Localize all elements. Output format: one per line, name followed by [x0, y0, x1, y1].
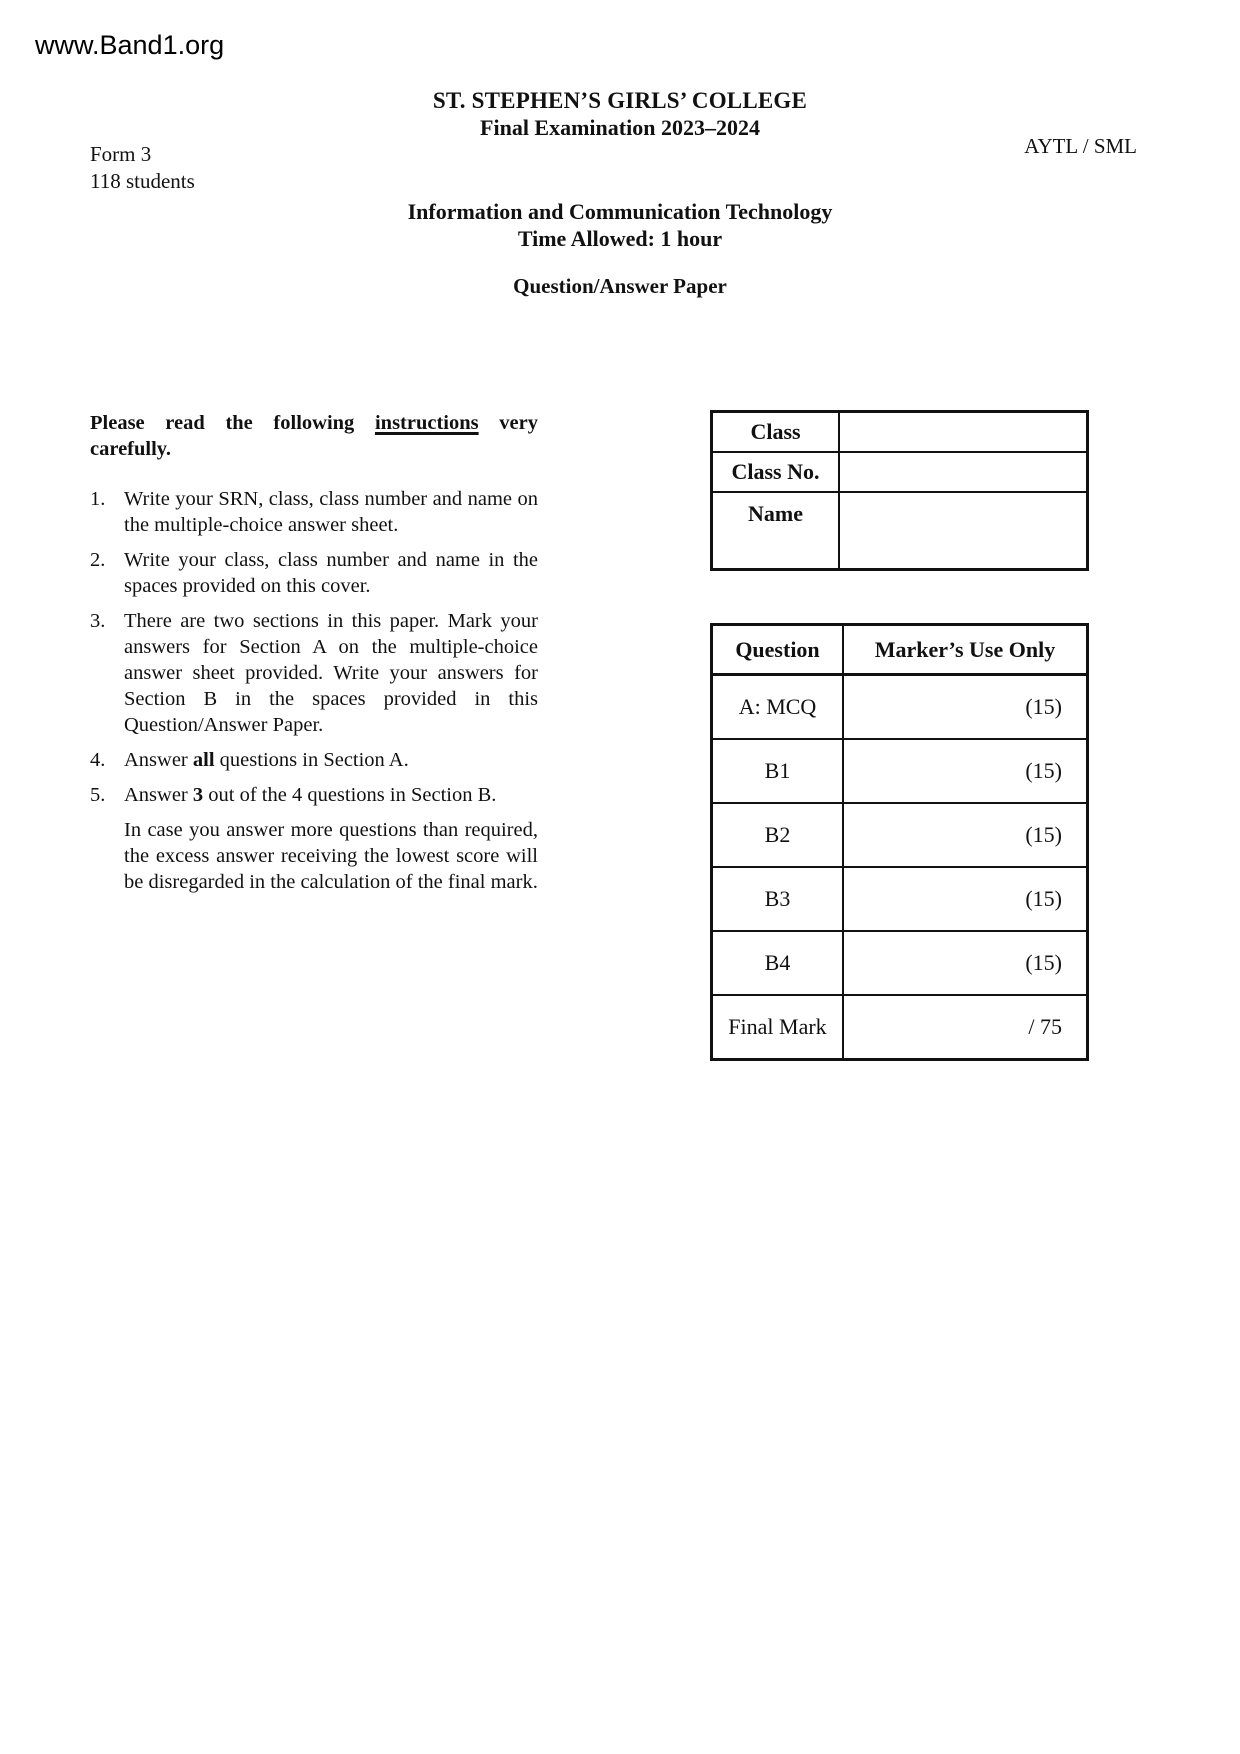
item-number: 1. — [90, 488, 106, 510]
class-input-cell[interactable] — [839, 412, 1088, 452]
item-text-bold: 3 — [192, 784, 204, 806]
student-info-row-class-no — [712, 452, 1088, 492]
marks-table — [710, 623, 1089, 1061]
item-number: 4. — [90, 749, 106, 771]
marks-header-row — [712, 625, 1088, 675]
form-level: Form 3 — [90, 142, 152, 166]
item-text-pre: Write your class, class number and name in the spaces provided on this cover. — [124, 549, 538, 597]
marks-row-b4 — [712, 931, 1088, 995]
class-label: Class — [712, 412, 840, 452]
max-mark: (15) — [843, 675, 1088, 740]
item-text — [124, 782, 538, 808]
item-text-bold: all — [192, 749, 215, 771]
item-text — [124, 486, 538, 538]
instructions-section — [90, 410, 538, 895]
setter-code: AYTL / SML — [1024, 134, 1137, 158]
instruction-item-2 — [90, 547, 538, 599]
class-no-input-cell[interactable] — [839, 452, 1088, 492]
heading-text: Please read the following — [90, 412, 375, 434]
marks-row-b2 — [712, 803, 1088, 867]
question-label: B4 — [712, 931, 844, 995]
instruction-item-4 — [90, 747, 538, 773]
instruction-item-3 — [90, 608, 538, 738]
item-text-post: out of the 4 questions in Section B. — [203, 784, 497, 806]
paper-type: Question/Answer Paper — [513, 274, 727, 298]
site-watermark: www.Band1.org — [35, 30, 225, 60]
heading-text-tail: very carefully. — [90, 412, 538, 460]
marks-row-b1 — [712, 739, 1088, 803]
question-label: A: MCQ — [712, 675, 844, 740]
item-text-pre: There are two sections in this paper. Mark your answers for Section A on the multiple-choice answer sheet provided. Write your answers for Section B in the spaces provided in this Question/Answer Paper. — [124, 610, 538, 736]
student-info-row-name — [712, 492, 1088, 570]
question-label: B1 — [712, 739, 844, 803]
question-label: B2 — [712, 803, 844, 867]
marks-row-b3 — [712, 867, 1088, 931]
item-text-pre: Write your SRN, class, class number and name on the multiple-choice answer sheet. — [124, 488, 538, 536]
max-mark: (15) — [843, 739, 1088, 803]
item-number: 3. — [90, 610, 106, 632]
max-mark: (15) — [843, 803, 1088, 867]
name-input-cell[interactable] — [839, 492, 1088, 570]
class-no-label: Class No. — [712, 452, 840, 492]
marks-row-mcq — [712, 675, 1088, 740]
instruction-item-1 — [90, 486, 538, 538]
marks-row-final — [712, 995, 1088, 1060]
question-label: B3 — [712, 867, 844, 931]
item-number: 2. — [90, 549, 106, 571]
instruction-item-5 — [90, 782, 538, 808]
final-mark-label: Final Mark — [712, 995, 844, 1060]
max-mark: (15) — [843, 931, 1088, 995]
item-text — [124, 608, 538, 738]
item-text — [124, 747, 538, 773]
question-column-header: Question — [712, 625, 844, 675]
item-number: 5. — [90, 784, 106, 806]
max-mark: (15) — [843, 867, 1088, 931]
final-mark-total: / 75 — [843, 995, 1088, 1060]
exam-title: Final Examination 2023–2024 — [480, 115, 760, 140]
student-info-row-class — [712, 412, 1088, 452]
student-info-table — [710, 410, 1089, 571]
item-text-pre: Answer — [124, 784, 193, 806]
name-label: Name — [712, 492, 840, 570]
subject-title: Information and Communication Technology — [407, 199, 833, 224]
item-text-post: questions in Section A. — [214, 749, 409, 771]
heading-underlined-word: instructions — [374, 412, 479, 434]
student-count: 118 students — [90, 169, 195, 193]
item-text-pre: Answer — [124, 749, 193, 771]
item-text — [124, 547, 538, 599]
instructions-heading — [90, 410, 538, 462]
time-allowed: Time Allowed: 1 hour — [517, 226, 723, 251]
marker-column-header: Marker’s Use Only — [843, 625, 1088, 675]
instruction-note: In case you answer more questions than required, the excess answer receiving the lowest score will be disregarded in the calculation of the final mark. — [124, 819, 538, 893]
school-name: ST. STEPHEN’S GIRLS’ COLLEGE — [432, 88, 808, 113]
